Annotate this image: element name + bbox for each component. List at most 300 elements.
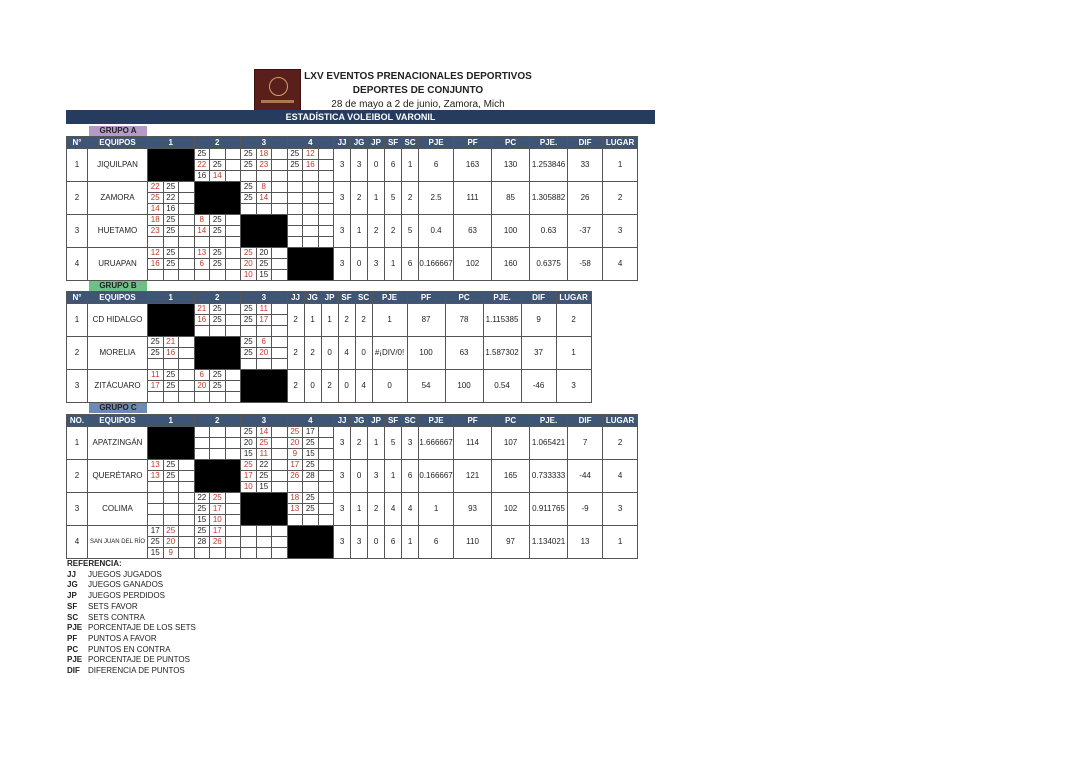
set-spacer: [272, 359, 288, 370]
table-row: [67, 460, 638, 471]
set-score: [287, 237, 303, 248]
set-spacer: [225, 381, 241, 392]
set-spacer: [179, 215, 195, 226]
set-score: 20: [163, 537, 179, 548]
stat-pje: 0.166667: [419, 248, 454, 281]
stat-pf: 93: [454, 493, 492, 526]
set-spacer: [179, 270, 195, 281]
set-spacer: [272, 315, 288, 326]
set-score: 16: [194, 315, 210, 326]
set-score: 25: [241, 304, 257, 315]
set-score: 25: [241, 427, 257, 438]
stat-pf: 111: [454, 182, 492, 215]
stat-lugar: 2: [603, 427, 638, 460]
col-header-no: NO.: [67, 415, 88, 427]
stat-pje: 1.666667: [419, 427, 454, 460]
set-score: 6: [194, 370, 210, 381]
stat-dif: 13: [568, 526, 603, 559]
stat-sc: 0: [355, 337, 372, 370]
stat-lugar: 2: [603, 182, 638, 215]
set-score: [287, 482, 303, 493]
reference-key: JJ: [67, 569, 76, 579]
set-score: 25: [256, 471, 272, 482]
reference-title: REFERENCIA:: [67, 559, 122, 568]
set-score: [303, 482, 319, 493]
set-score: 25: [256, 259, 272, 270]
set-score: 25: [163, 460, 179, 471]
team-name: SAN JUAN DEL RÍO: [88, 526, 148, 559]
col-header-stat: PJE.: [530, 137, 568, 149]
set-score: 25: [256, 438, 272, 449]
stat-jj: 2: [287, 370, 304, 403]
stat-pc: 63: [445, 337, 483, 370]
stat-pc: 78: [445, 304, 483, 337]
reference-item: [67, 591, 196, 602]
event-dates: 28 de mayo a 2 de junio, Zamora, Mich: [331, 99, 505, 110]
set-score: 12: [303, 149, 319, 160]
set-score: 25: [210, 248, 226, 259]
group-a-label: GRUPO A: [89, 126, 147, 136]
set-score: [210, 270, 226, 281]
col-header-stat: SC: [402, 415, 419, 427]
set-spacer: [179, 493, 195, 504]
reference-item: [67, 645, 196, 656]
set-spacer: [225, 171, 241, 182]
stat-dif: -9: [568, 493, 603, 526]
stat-pje: #¡DIV/0!: [372, 337, 407, 370]
set-spacer: [225, 326, 241, 337]
stat-jp: 2: [368, 493, 385, 526]
col-header-stat: JG: [351, 137, 368, 149]
stat-pf: 54: [407, 370, 445, 403]
col-header-opponent: 2: [194, 292, 241, 304]
reference-value: DIFERENCIA DE PUNTOS: [88, 666, 185, 676]
stat-dif: 33: [568, 149, 603, 182]
reference-key: SC: [67, 612, 79, 622]
stat-lugar: 4: [603, 248, 638, 281]
set-score: 25: [210, 370, 226, 381]
set-score: [210, 427, 226, 438]
set-score: 22: [256, 460, 272, 471]
set-spacer: [318, 193, 334, 204]
stat-jp: 0: [321, 337, 338, 370]
reference-value: PORCENTAJE DE PUNTOS: [88, 655, 190, 665]
set-score: 25: [163, 226, 179, 237]
group-c-label: GRUPO C: [89, 403, 147, 413]
set-spacer: [179, 504, 195, 515]
stat-pje: 1: [372, 304, 407, 337]
set-spacer: [225, 149, 241, 160]
stat-pje-2: 0.54: [483, 370, 521, 403]
set-spacer: [272, 149, 288, 160]
team-name: MORELIA: [88, 337, 148, 370]
set-spacer: [179, 359, 195, 370]
set-spacer: [225, 438, 241, 449]
set-score: [287, 515, 303, 526]
col-header-opponent: 4: [287, 137, 334, 149]
col-header-opponent: 2: [194, 415, 241, 427]
set-score: [210, 326, 226, 337]
set-spacer: [272, 460, 288, 471]
stat-pje-2: 1.587302: [483, 337, 521, 370]
set-spacer: [225, 515, 241, 526]
stat-pf: 114: [454, 427, 492, 460]
set-score: 10: [241, 482, 257, 493]
col-header-stat: SC: [402, 137, 419, 149]
set-spacer: [179, 193, 195, 204]
col-header-no: N°: [67, 292, 88, 304]
set-score: 15: [241, 449, 257, 460]
reference-item: [67, 634, 196, 645]
stat-jg: 1: [304, 304, 321, 337]
col-header-stat: LUGAR: [603, 415, 638, 427]
event-logo: [254, 69, 301, 112]
set-score: 20: [241, 438, 257, 449]
set-score: 13: [148, 471, 164, 482]
set-spacer: [179, 460, 195, 471]
stat-lugar: 1: [603, 526, 638, 559]
set-spacer: [318, 460, 334, 471]
set-score: 25: [194, 504, 210, 515]
stat-dif: 9: [521, 304, 556, 337]
stat-pje: 6: [419, 149, 454, 182]
col-header-stat: DIF: [521, 292, 556, 304]
team-name: QUERÉTARO: [88, 460, 148, 493]
set-score: 17: [256, 315, 272, 326]
set-spacer: [272, 304, 288, 315]
col-header-opponent: 3: [241, 292, 288, 304]
set-score: 13: [148, 460, 164, 471]
col-header-stat: JP: [368, 137, 385, 149]
stat-dif: 37: [521, 337, 556, 370]
reference-value: PUNTOS A FAVOR: [88, 633, 157, 643]
set-score: [303, 237, 319, 248]
team-number: 3: [67, 215, 88, 248]
set-spacer: [179, 482, 195, 493]
reference-block: [67, 559, 196, 677]
set-spacer: [272, 471, 288, 482]
stat-jg: 2: [304, 337, 321, 370]
stat-jj: 3: [334, 248, 351, 281]
stat-jp: 3: [368, 460, 385, 493]
set-score: 28: [194, 537, 210, 548]
set-score: [241, 204, 257, 215]
stat-jj: 3: [334, 215, 351, 248]
set-spacer: [318, 504, 334, 515]
stat-jg: 2: [351, 427, 368, 460]
stat-jj: 3: [334, 182, 351, 215]
reference-value: JUEGOS GANADOS: [88, 580, 164, 590]
reference-item: [67, 623, 196, 634]
set-spacer: [179, 337, 195, 348]
set-score: 25: [241, 337, 257, 348]
set-score: 9: [163, 548, 179, 559]
set-score: 20: [287, 438, 303, 449]
stat-pc: 130: [492, 149, 530, 182]
set-score: 25: [163, 182, 179, 193]
set-score: 18: [287, 493, 303, 504]
stat-jp: 0: [368, 149, 385, 182]
set-score: [303, 215, 319, 226]
col-header-stat: JP: [321, 292, 338, 304]
set-score: 14: [256, 427, 272, 438]
set-score: 10: [241, 270, 257, 281]
set-spacer: [179, 348, 195, 359]
set-spacer: [318, 449, 334, 460]
set-spacer: [225, 160, 241, 171]
set-spacer: [318, 438, 334, 449]
set-spacer: [272, 160, 288, 171]
col-header-stat: JJ: [334, 415, 351, 427]
set-score: 25: [163, 526, 179, 537]
stat-pje: 2.5: [419, 182, 454, 215]
set-spacer: [225, 493, 241, 504]
set-score: 13: [287, 504, 303, 515]
table-row: [67, 215, 638, 226]
stat-sc: 3: [402, 427, 419, 460]
reference-key: DIF: [67, 666, 80, 676]
set-spacer: [225, 427, 241, 438]
stat-pc: 97: [492, 526, 530, 559]
team-name: ZAMORA: [88, 182, 148, 215]
team-number: 4: [67, 248, 88, 281]
set-score: 16: [148, 259, 164, 270]
stat-pc: 100: [492, 215, 530, 248]
set-score: 26: [287, 471, 303, 482]
stat-sc: 4: [402, 493, 419, 526]
reference-item: [67, 666, 196, 677]
set-score: [163, 392, 179, 403]
self-match-cell: [194, 337, 241, 370]
set-spacer: [318, 493, 334, 504]
stat-sc: 6: [402, 248, 419, 281]
team-name: CD HIDALGO: [88, 304, 148, 337]
set-score: 25: [210, 304, 226, 315]
stat-pc: 165: [492, 460, 530, 493]
stat-sf: 1: [385, 460, 402, 493]
set-score: 25: [303, 504, 319, 515]
stat-pc: 160: [492, 248, 530, 281]
set-score: [163, 270, 179, 281]
stat-pc: 85: [492, 182, 530, 215]
stat-jp: 0: [368, 526, 385, 559]
stat-sf: 6: [385, 526, 402, 559]
set-score: [163, 482, 179, 493]
set-score: 25: [241, 193, 257, 204]
group-b-table: [66, 291, 592, 403]
set-score: [148, 482, 164, 493]
set-score: [194, 449, 210, 460]
stat-jg: 0: [351, 248, 368, 281]
set-score: 9: [287, 449, 303, 460]
stat-sc: 2: [355, 304, 372, 337]
set-score: 17: [148, 381, 164, 392]
set-spacer: [272, 182, 288, 193]
team-name: ZITÁCUARO: [88, 370, 148, 403]
set-score: [163, 515, 179, 526]
col-header-opponent: 2: [194, 137, 241, 149]
set-score: 14: [256, 193, 272, 204]
col-header-stat: LUGAR: [603, 137, 638, 149]
col-header-stat: JJ: [287, 292, 304, 304]
set-score: [241, 526, 257, 537]
stat-jp: 1: [368, 182, 385, 215]
stat-jj: 3: [334, 493, 351, 526]
set-spacer: [225, 548, 241, 559]
set-spacer: [179, 259, 195, 270]
col-header-opponent: 1: [148, 292, 195, 304]
set-score: [194, 548, 210, 559]
stat-jp: 1: [321, 304, 338, 337]
stats-banner: ESTADÍSTICA VOLEIBOL VARONIL: [66, 110, 655, 124]
col-header-stat: SF: [385, 137, 402, 149]
set-score: [194, 438, 210, 449]
set-score: 25: [241, 149, 257, 160]
set-score: 6: [194, 259, 210, 270]
stat-pje: 0.166667: [419, 460, 454, 493]
set-score: [148, 515, 164, 526]
stat-jg: 1: [351, 215, 368, 248]
reference-key: JP: [67, 591, 77, 601]
stat-jg: 2: [351, 182, 368, 215]
stat-jj: 3: [334, 526, 351, 559]
stat-pf: 121: [454, 460, 492, 493]
col-header-stat: PF: [454, 415, 492, 427]
stat-lugar: 3: [603, 215, 638, 248]
set-score: 15: [148, 548, 164, 559]
set-spacer: [179, 548, 195, 559]
self-match-cell: [194, 460, 241, 493]
set-score: [194, 270, 210, 281]
stat-sf: 2: [385, 215, 402, 248]
stat-lugar: 4: [603, 460, 638, 493]
set-score: 16: [163, 348, 179, 359]
set-spacer: [225, 537, 241, 548]
table-row: [67, 149, 638, 160]
set-score: 16: [303, 160, 319, 171]
set-spacer: [179, 471, 195, 482]
set-score: [256, 204, 272, 215]
set-score: 11: [256, 304, 272, 315]
stat-jp: 3: [368, 248, 385, 281]
set-spacer: [179, 515, 195, 526]
set-score: [303, 193, 319, 204]
set-spacer: [179, 526, 195, 537]
col-header-stat: PC: [492, 137, 530, 149]
set-score: 14: [210, 171, 226, 182]
set-score: [287, 171, 303, 182]
reference-list: [67, 570, 196, 677]
reference-item: [67, 602, 196, 613]
stat-sc: 2: [402, 182, 419, 215]
stat-pje: 0: [372, 370, 407, 403]
set-score: [148, 493, 164, 504]
col-header-opponent: 3: [241, 137, 288, 149]
set-score: 17: [210, 526, 226, 537]
col-header-stat: PJE: [372, 292, 407, 304]
set-spacer: [318, 149, 334, 160]
table-row: [67, 337, 592, 348]
set-spacer: [179, 204, 195, 215]
event-title: LXV EVENTOS PRENACIONALES DEPORTIVOS: [304, 71, 532, 82]
stat-jg: 3: [351, 526, 368, 559]
set-score: 16: [163, 204, 179, 215]
set-score: [148, 237, 164, 248]
stat-pje: 6: [419, 526, 454, 559]
stat-sf: 5: [385, 182, 402, 215]
self-match-cell: [287, 526, 334, 559]
team-number: 2: [67, 182, 88, 215]
set-spacer: [225, 270, 241, 281]
set-score: 18: [148, 215, 164, 226]
set-score: 25: [303, 460, 319, 471]
col-header-stat: JP: [368, 415, 385, 427]
col-header-opponent: 1: [148, 415, 195, 427]
col-header-stat: SF: [338, 292, 355, 304]
stat-pje-2: 1.115385: [483, 304, 521, 337]
set-score: [241, 548, 257, 559]
stat-lugar: 3: [603, 493, 638, 526]
set-spacer: [272, 438, 288, 449]
set-score: 25: [241, 315, 257, 326]
set-score: 28: [303, 471, 319, 482]
set-score: 17: [303, 427, 319, 438]
set-score: 25: [287, 149, 303, 160]
event-subtitle: DEPORTES DE CONJUNTO: [352, 85, 484, 96]
set-score: [256, 548, 272, 559]
col-header-opponent: 4: [287, 415, 334, 427]
set-score: [241, 359, 257, 370]
set-score: [256, 171, 272, 182]
stat-sc: 1: [402, 149, 419, 182]
set-spacer: [318, 427, 334, 438]
col-header-stat: PC: [492, 415, 530, 427]
set-score: 25: [210, 381, 226, 392]
stat-sc: 6: [402, 460, 419, 493]
self-match-cell: [287, 248, 334, 281]
set-score: 20: [194, 381, 210, 392]
col-header-stat: PJE: [419, 137, 454, 149]
set-score: 22: [148, 182, 164, 193]
set-score: 26: [210, 537, 226, 548]
reference-item: [67, 570, 196, 581]
set-spacer: [179, 370, 195, 381]
set-spacer: [318, 215, 334, 226]
set-score: 23: [148, 226, 164, 237]
set-score: 25: [210, 226, 226, 237]
set-score: [194, 427, 210, 438]
set-score: 25: [148, 537, 164, 548]
stat-sc: 1: [402, 526, 419, 559]
team-name: URUAPAN: [88, 248, 148, 281]
set-score: [287, 226, 303, 237]
set-spacer: [272, 337, 288, 348]
set-score: 15: [256, 482, 272, 493]
set-score: 25: [148, 348, 164, 359]
set-score: 20: [256, 348, 272, 359]
stat-pje-2: 0.733333: [530, 460, 568, 493]
stat-pje-2: 0.63: [530, 215, 568, 248]
table-row: [67, 493, 638, 504]
set-score: 17: [241, 471, 257, 482]
team-number: 1: [67, 427, 88, 460]
stat-pf: 87: [407, 304, 445, 337]
set-score: 25: [148, 337, 164, 348]
team-number: 2: [67, 460, 88, 493]
set-score: [163, 493, 179, 504]
set-score: 15: [194, 515, 210, 526]
team-name: JIQUILPAN: [88, 149, 148, 182]
